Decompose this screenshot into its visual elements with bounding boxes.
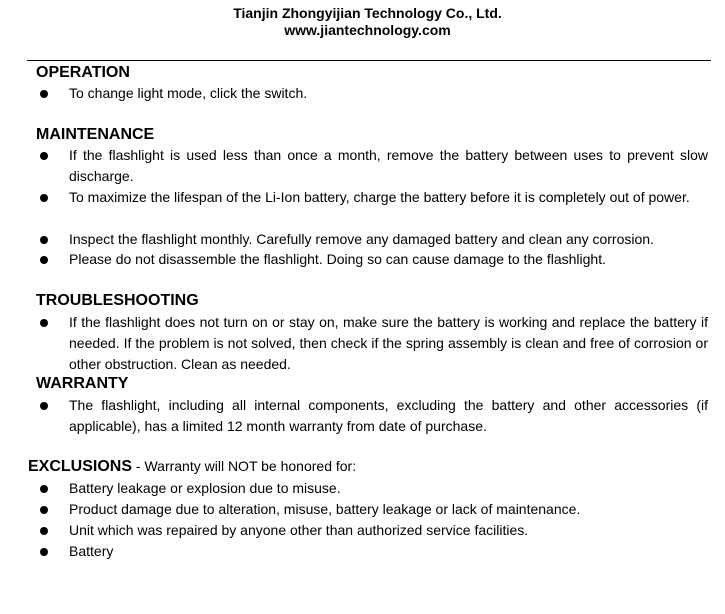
maintenance-item-text: To maximize the lifespan of the Li-Ion battery, charge the battery before it is completely out of power. xyxy=(69,189,690,205)
exclusions-heading: EXCLUSIONS xyxy=(28,458,133,475)
bullet-icon xyxy=(40,194,48,202)
bullet-icon xyxy=(40,236,48,244)
company-name: Tianjin Zhongyijian Technology Co., Ltd. xyxy=(233,5,502,21)
bullet-icon xyxy=(40,402,48,410)
document-header xyxy=(0,5,725,39)
troubleshooting-item xyxy=(40,312,708,375)
maintenance-item-text: Please do not disassemble the flashlight. Doing so can cause damage to the flashlight. xyxy=(69,251,606,267)
exclusions-item xyxy=(40,499,708,520)
operation-heading: OPERATION xyxy=(36,64,130,81)
bullet-icon xyxy=(40,506,48,514)
bullet-icon xyxy=(40,485,48,493)
exclusions-heading-line xyxy=(28,457,356,476)
exclusions-item-text: Product damage due to alteration, misuse, battery leakage or lack of maintenance. xyxy=(69,501,581,517)
bullet-icon xyxy=(40,90,48,98)
warranty-item xyxy=(40,395,708,437)
maintenance-heading: MAINTENANCE xyxy=(36,126,155,143)
exclusions-subtitle: - Warranty will NOT be honored for: xyxy=(132,458,357,474)
exclusions-item-text: Unit which was repaired by anyone other than authorized service facilities. xyxy=(69,522,529,538)
troubleshooting-item-text: If the flashlight does not turn on or stay on, make sure the battery is working and replace the battery if needed. If the problem is not solved, then check if the spring assembly is clean and free of corrosion or other obstruction. Clean as needed. xyxy=(69,314,708,372)
operation-item-text: To change light mode, click the switch. xyxy=(69,85,308,101)
exclusions-item-text: Battery xyxy=(69,543,114,559)
maintenance-item xyxy=(40,145,708,187)
maintenance-item xyxy=(40,249,708,270)
header-divider xyxy=(27,60,711,61)
bullet-icon xyxy=(40,152,48,160)
operation-item xyxy=(40,83,708,104)
exclusions-item xyxy=(40,541,708,562)
exclusions-item xyxy=(40,478,708,499)
exclusions-item-text: Battery leakage or explosion due to misuse. xyxy=(69,480,341,496)
maintenance-item-text: If the flashlight is used less than once a month, remove the battery between uses to prevent slow discharge. xyxy=(69,147,708,184)
maintenance-item xyxy=(40,229,708,250)
bullet-icon xyxy=(40,527,48,535)
maintenance-item-text: Inspect the flashlight monthly. Carefully remove any damaged battery and clean any corrosion. xyxy=(69,231,654,247)
maintenance-item xyxy=(40,187,708,208)
exclusions-item xyxy=(40,520,708,541)
bullet-icon xyxy=(40,256,48,264)
bullet-icon xyxy=(40,548,48,556)
company-website: www.jiantechnology.com xyxy=(284,22,451,38)
warranty-item-text: The flashlight, including all internal components, excluding the battery and other accessories (if applicable), has a limited 12 month warranty from date of purchase. xyxy=(69,397,708,434)
troubleshooting-heading: TROUBLESHOOTING xyxy=(36,292,199,309)
warranty-heading: WARRANTY xyxy=(36,375,129,392)
bullet-icon xyxy=(40,319,48,327)
